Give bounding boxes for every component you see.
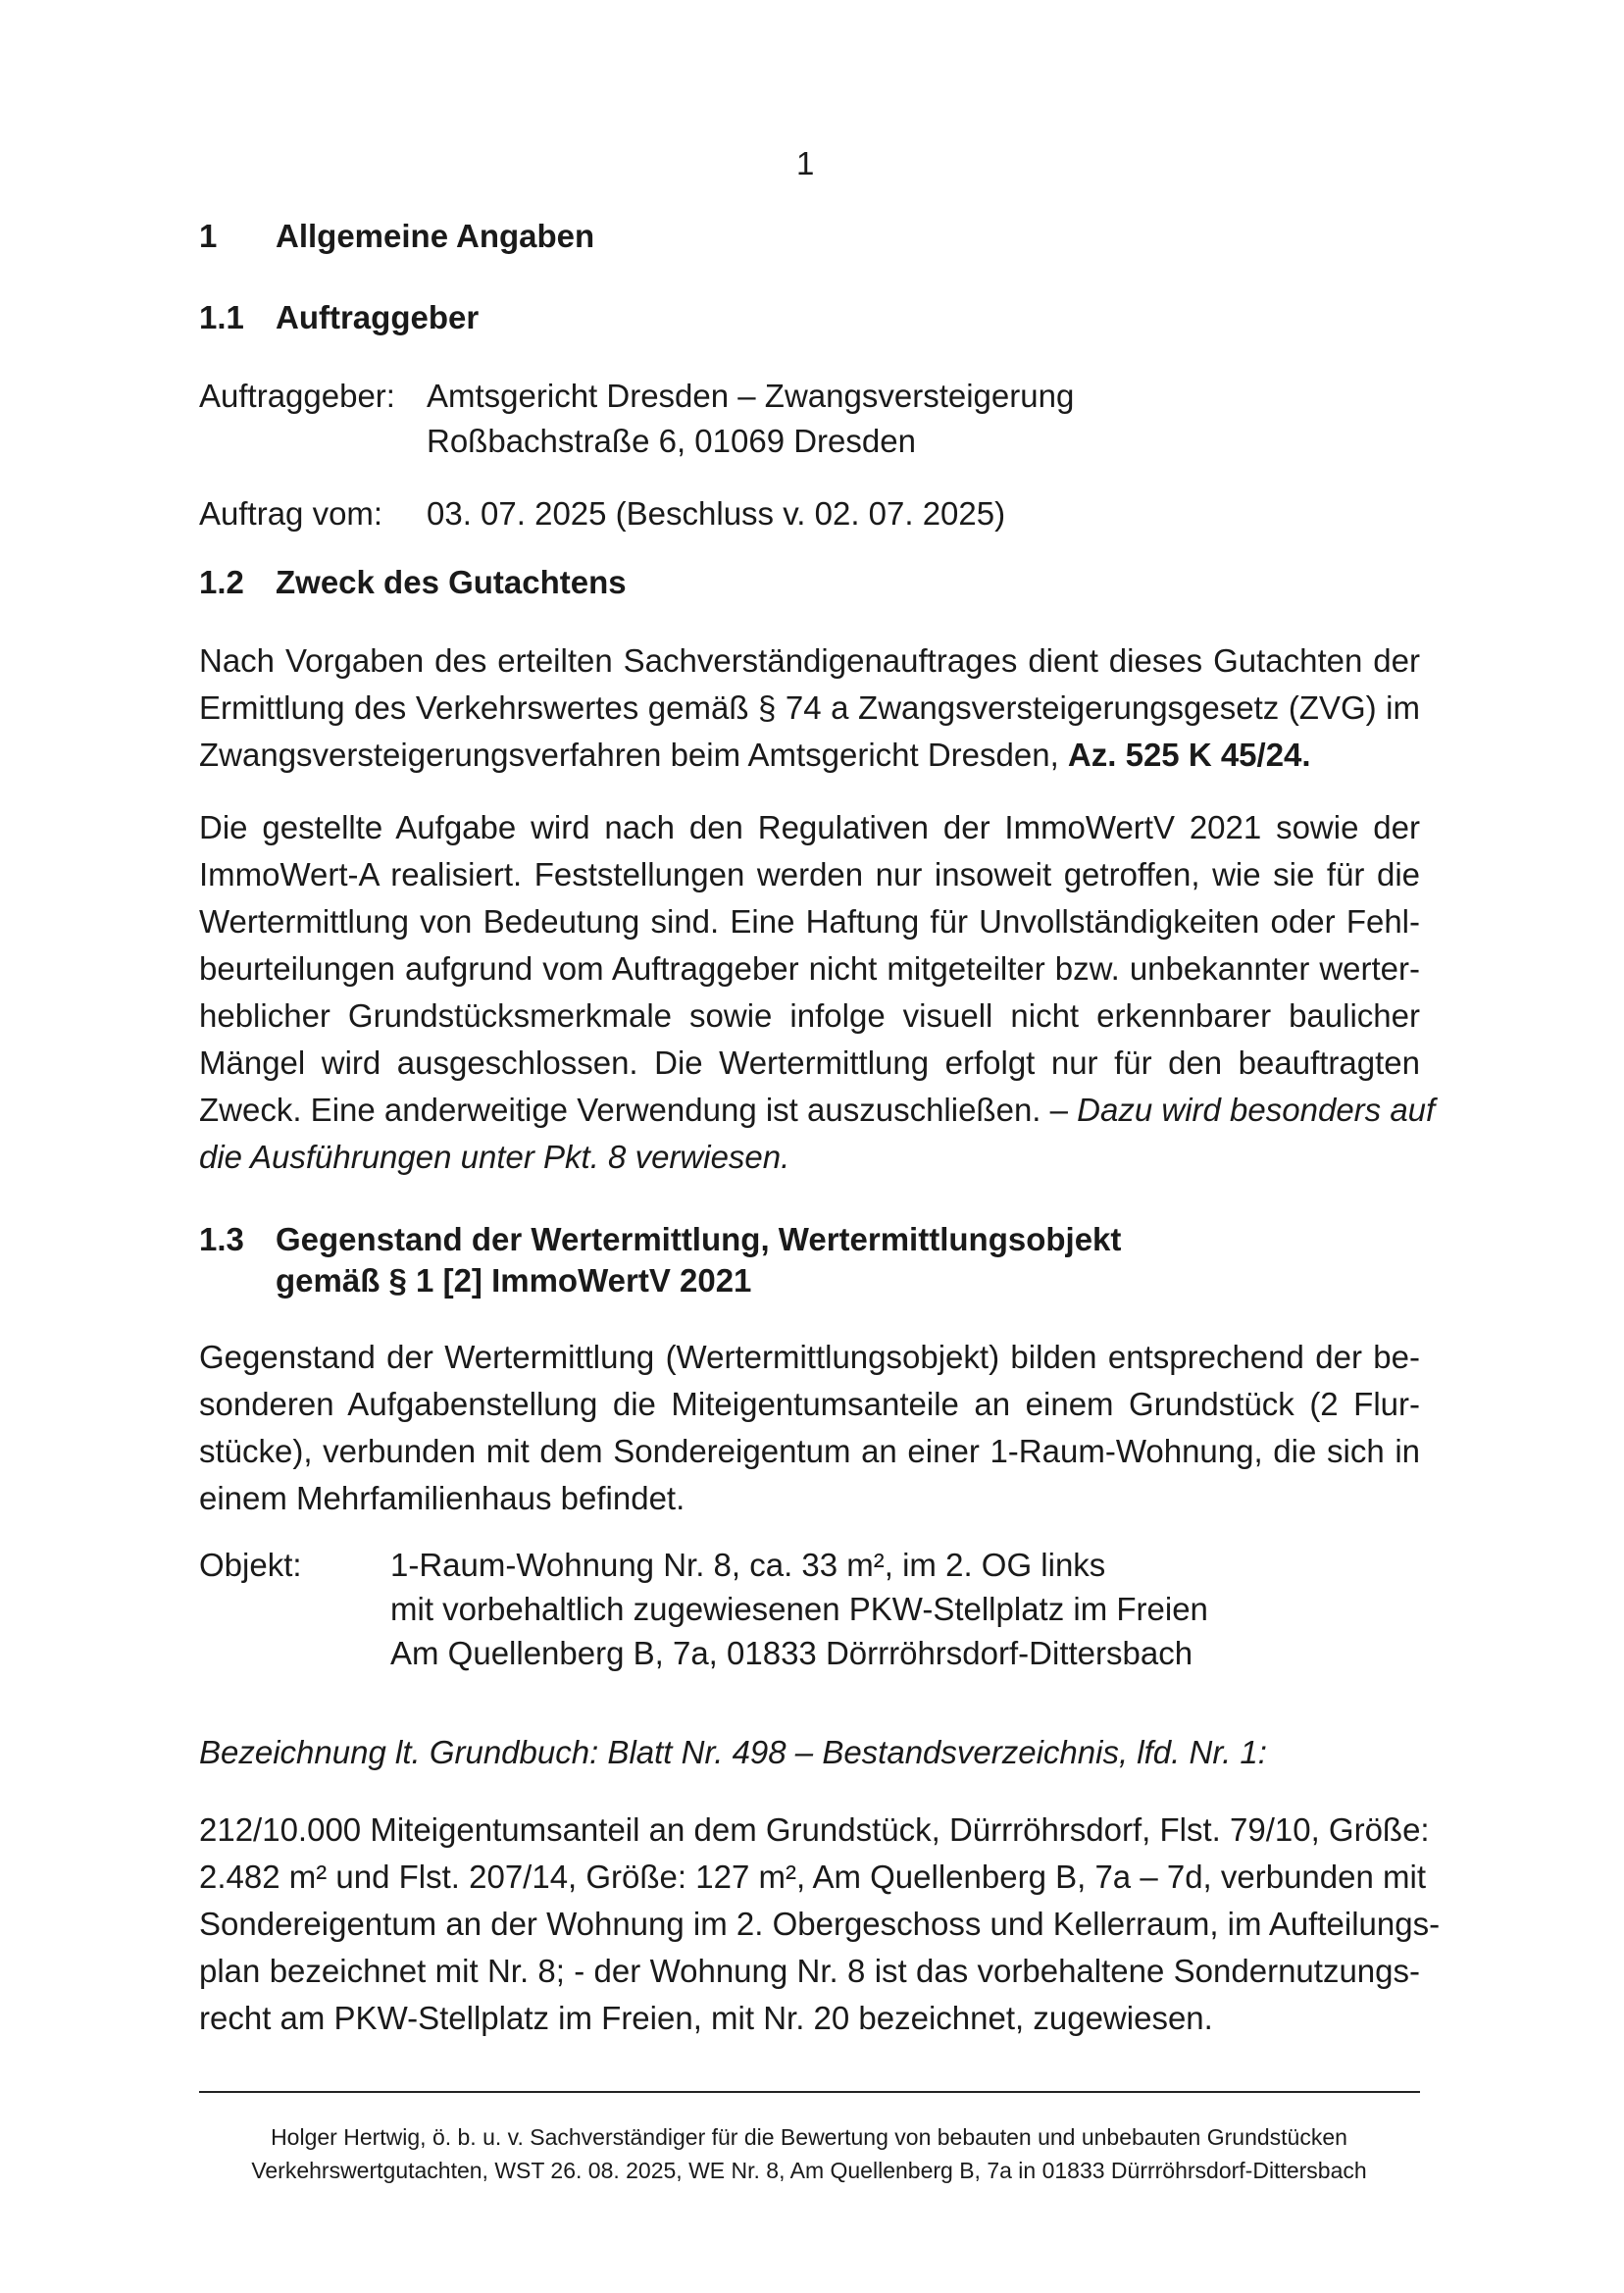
section-title: Allgemeine Angaben [276,218,595,254]
purpose-paragraph-2 [199,804,1436,1181]
client-name: Amtsgericht Dresden – Zwangsversteigerung [427,378,1075,414]
section-title: Zweck des Gutachtens [276,564,627,600]
text-line: 2.482 m² und Flst. 207/14, Größe: 127 m², Am Quellenberg B, 7a – 7d, verbunden mit [199,1859,1427,1895]
text-line: Mängel wird ausgeschlossen. Die Wertermittlung erfolgt nur für den beauftragten [199,1045,1420,1081]
section-number: 1.3 [199,1221,244,1257]
land-register-heading: Bezeichnung lt. Grundbuch: Blatt Nr. 498 – Bestandsverzeichnis, lfd. Nr. 1: [199,1734,1267,1770]
subject-paragraph [199,1334,1420,1522]
land-register-paragraph [199,1807,1441,2042]
case-number: Az. 525 K 45/24. [1067,737,1311,773]
object-line-1: 1-Raum-Wohnung Nr. 8, ca. 33 m², im 2. OG links [390,1547,1106,1583]
text-line: die Ausführungen unter Pkt. 8 verwiesen. [199,1139,790,1175]
section-number: 1.1 [199,299,244,335]
purpose-paragraph-1 [199,637,1420,779]
text-run: Zwangsversteigerungsverfahren beim Amtsgericht Dresden, [199,737,1068,773]
object-line-3: Am Quellenberg B, 7a, 01833 Dörrröhrsdorf-Dittersbach [390,1635,1193,1671]
page-number: 1 [796,145,815,181]
text-line [199,732,1420,779]
text-line [199,1087,1436,1134]
text-line: Nach Vorgaben des erteilten Sachverständigenauftrages dient dieses Gutachten der [199,642,1420,679]
text-line: heblicher Grundstücksmerkmale sowie infolge visuell nicht erkennbarer baulicher [199,997,1420,1034]
section-number: 1 [199,218,218,254]
section-1-3-heading [199,1219,1121,1301]
text-line: einem Mehrfamilienhaus befindet. [199,1480,685,1516]
footer-divider [199,2091,1420,2093]
section-title-line: Gegenstand der Wertermittlung, Wertermittlungsobjekt [276,1221,1122,1257]
order-date: 03. 07. 2025 (Beschluss v. 02. 07. 2025) [427,495,1006,532]
text-line: beurteilungen aufgrund vom Auftraggeber nicht mitgeteilter bzw. unbekannter werter- [199,950,1420,987]
text-line: recht am PKW-Stellplatz im Freien, mit Nr. 20 bezeichnet, zugewiesen. [199,2000,1213,2036]
text-line: Gegenstand der Wertermittlung (Wertermittlungsobjekt) bilden entsprechend der be- [199,1339,1420,1375]
section-number: 1.2 [199,564,244,600]
object-label: Objekt: [199,1547,302,1583]
footer-line-1: Holger Hertwig, ö. b. u. v. Sachverständiger für die Bewertung von bebauten und unbebauten Grundstücken [271,2124,1347,2150]
section-title [276,1219,1121,1301]
section-1-1-heading [199,299,479,336]
object-line-2: mit vorbehaltlich zugewiesenen PKW-Stellplatz im Freien [390,1591,1208,1627]
text-line: ImmoWert-A realisiert. Feststellungen werden nur insoweit getroffen, wie sie für die [199,856,1420,892]
text-line: stücke), verbunden mit dem Sondereigentum an einer 1-Raum-Wohnung, die sich in [199,1433,1420,1469]
client-label: Auftraggeber: [199,378,395,414]
text-line: plan bezeichnet mit Nr. 8; - der Wohnung Nr. 8 ist das vorbehaltene Sondernutzungs- [199,1953,1420,1989]
text-line: sonderen Aufgabenstellung die Miteigentumsanteile an einem Grundstück (2 Flur- [199,1386,1420,1422]
text-line: Ermittlung des Verkehrswertes gemäß § 74 a Zwangsversteigerungsgesetz (ZVG) im [199,689,1420,726]
section-title-line: gemäß § 1 [2] ImmoWertV 2021 [276,1262,752,1299]
footer-line-2: Verkehrswertgutachten, WST 26. 08. 2025, WE Nr. 8, Am Quellenberg B, 7a in 01833 Dürrröhrsdorf-Dittersbach [251,2158,1367,2183]
text-line: Sondereigentum an der Wohnung im 2. Obergeschoss und Kellerraum, im Aufteilungs- [199,1906,1441,1942]
section-1-heading [199,218,594,255]
text-run: Zweck. Eine anderweitige Verwendung ist auszuschließen. – [199,1092,1078,1128]
italic-note: Dazu wird besonders auf [1077,1092,1436,1128]
text-line: 212/10.000 Miteigentumsanteil an dem Grundstück, Dürrröhrsdorf, Flst. 79/10, Größe: [199,1811,1430,1848]
client-address: Roßbachstraße 6, 01069 Dresden [427,423,916,459]
section-1-2-heading [199,564,627,601]
text-line: Die gestellte Aufgabe wird nach den Regulativen der ImmoWertV 2021 sowie der [199,809,1420,845]
section-title: Auftraggeber [276,299,480,335]
text-line: Wertermittlung von Bedeutung sind. Eine Haftung für Unvollständigkeiten oder Fehl- [199,903,1420,940]
order-label: Auftrag vom: [199,495,383,532]
